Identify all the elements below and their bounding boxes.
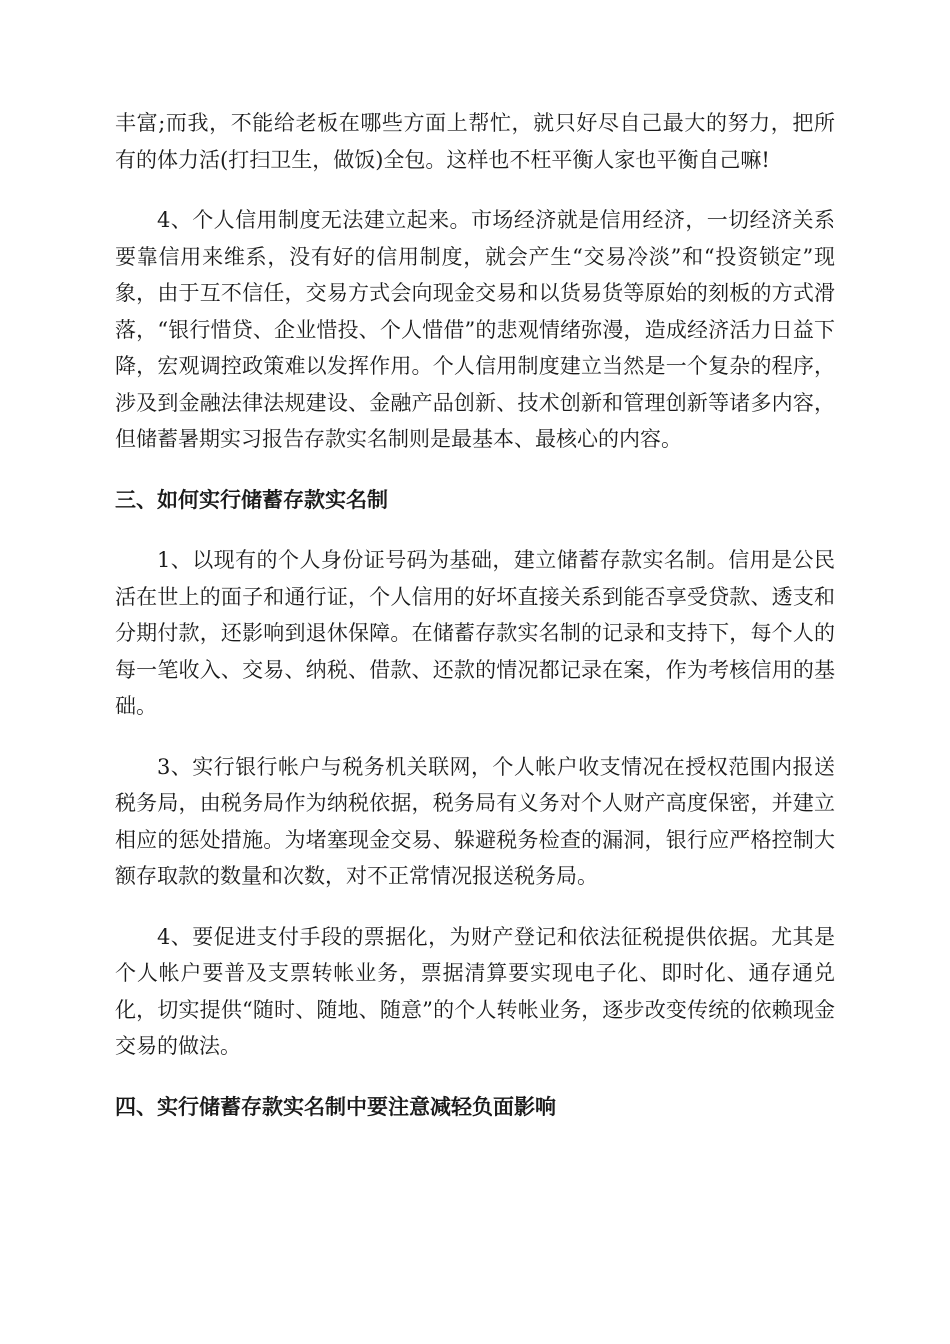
section-heading-3: 三、如何实行储蓄存款实名制: [115, 487, 388, 512]
paragraph-item-3: 3、实行银行帐户与税务机关联网，个人帐户收支情况在授权范围内报送税务局，由税务局作为纳税依据，税务局有义务对个人财产高度保密，并建立相应的惩处措施。为堵塞现金交易、躲避税务检查的漏洞，银行应严格控制大额存取款的数量和次数，对不正常情况报送税务局。: [115, 754, 835, 888]
paragraph-credit-system: 4、个人信用制度无法建立起来。市场经济就是信用经济，一切经济关系要靠信用来维系，没有好的信用制度，就会产生“交易冷淡”和“投资锁定”现象，由于互不信任，交易方式会向现金交易和以货易货等原始的刻板的方式滑落，“银行惜贷、企业惜投、个人惜借”的悲观情绪弥漫，造成经济活力日益下降，宏观调控政策难以发挥作用。个人信用制度建立当然是一个复杂的程序，涉及到金融法律法规建设、金融产品创新、技术创新和管理创新等诸多内容，但储蓄暑期实习报告存款实名制则是最基本、最核心的内容。: [115, 208, 835, 451]
paragraph-continuation: 丰富;而我，不能给老板在哪些方面上帮忙，就只好尽自己最大的努力，把所有的体力活(打扫卫生，做饭)全包。这样也不枉平衡人家也平衡自己嘛!: [115, 111, 835, 172]
section-heading-4: 四、实行储蓄存款实名制中要注意减轻负面影响: [115, 1094, 556, 1119]
document-page: [115, 105, 835, 1149]
paragraph-item-1: 1、以现有的个人身份证号码为基础，建立储蓄存款实名制。信用是公民活在世上的面子和通行证，个人信用的好坏直接关系到能否享受贷款、透支和分期付款，还影响到退休保障。在储蓄存款实名制的记录和支持下，每个人的每一笔收入、交易、纳税、借款、还款的情况都记录在案，作为考核信用的基础。: [115, 548, 835, 718]
paragraph-item-4: 4、要促进支付手段的票据化，为财产登记和依法征税提供依据。尤其是个人帐户要普及支票转帐业务，票据清算要实现电子化、即时化、通存通兑化，切实提供“随时、随地、随意”的个人转帐业务，逐步改变传统的依赖现金交易的做法。: [115, 924, 835, 1058]
